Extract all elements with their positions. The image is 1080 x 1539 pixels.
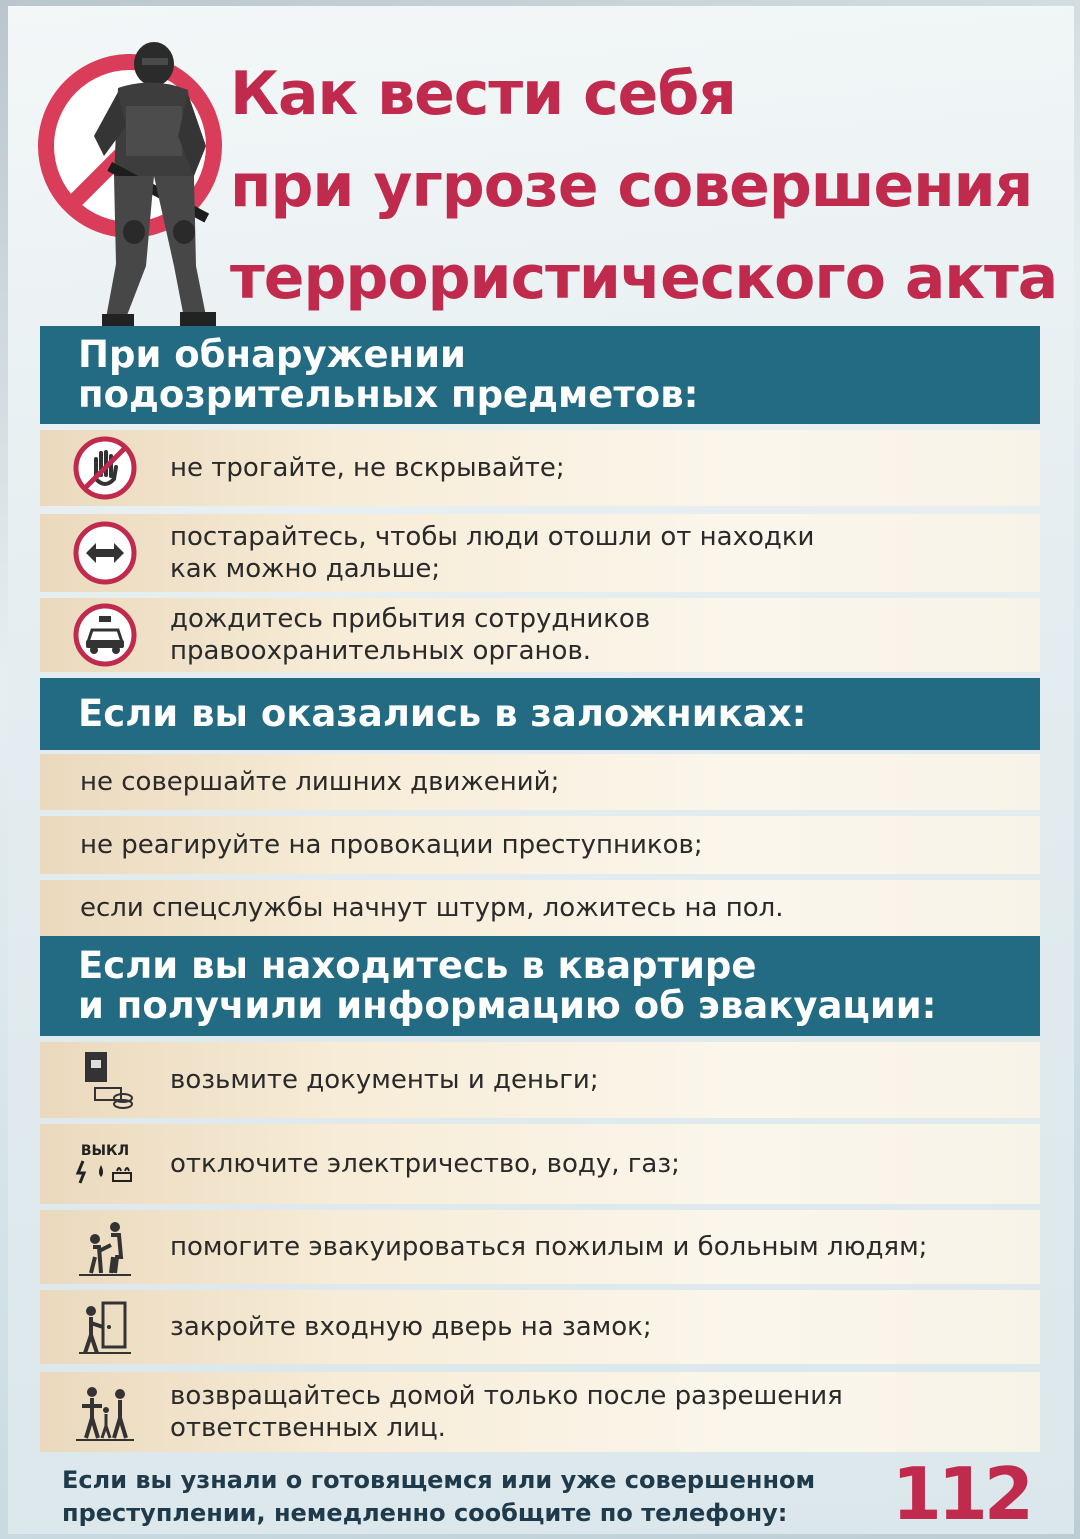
item-text: помогите эвакуироваться пожилым и больным людям;	[170, 1232, 928, 1262]
item-text: постарайтесь, чтобы люди отошли от находки	[170, 522, 815, 552]
list-item	[40, 598, 1040, 672]
title-line-2: при угрозе совершения	[230, 151, 1033, 221]
section-heading-line: и получили информацию об эвакуации:	[78, 984, 937, 1027]
title-line-3: террористического акта	[230, 243, 1058, 313]
item-text: не совершайте лишних движений;	[80, 767, 560, 797]
lock-door-icon	[75, 1297, 135, 1357]
footer	[40, 1452, 1050, 1536]
item-text: правоохранительных органов.	[170, 636, 592, 666]
section-suspicious-items-heading	[40, 326, 1040, 424]
poster-title	[230, 48, 1060, 324]
footer-line-1: Если вы узнали о готовящемся или уже совершенном	[62, 1466, 816, 1494]
terrorist-figure-icon	[56, 36, 226, 336]
list-item	[40, 816, 1040, 874]
hand-stop-icon	[72, 435, 138, 501]
poster	[8, 6, 1074, 1534]
list-item	[40, 880, 1040, 936]
list-item	[40, 1290, 1040, 1364]
item-text: не реагируйте на провокации преступников;	[80, 830, 703, 860]
item-text: возвращайтесь домой только после разрешения	[170, 1381, 843, 1411]
item-text: закройте входную дверь на замок;	[170, 1312, 652, 1342]
section-hostages-heading	[40, 678, 1040, 750]
section-heading-line: Если вы оказались в заложниках:	[78, 692, 807, 735]
item-text: дождитесь прибытия сотрудников	[170, 604, 651, 634]
list-item	[40, 514, 1040, 592]
list-item	[40, 1124, 1040, 1204]
title-line-1: Как вести себя	[230, 59, 736, 129]
family-return-icon	[74, 1382, 136, 1442]
item-text: если спецслужбы начнут штурм, ложитесь на пол.	[80, 893, 784, 923]
list-item	[40, 1210, 1040, 1284]
list-item	[40, 754, 1040, 810]
section-heading-line: подозрительных предметов:	[78, 373, 699, 416]
police-car-icon	[72, 602, 138, 668]
utilities-off-icon	[75, 1159, 135, 1185]
footer-text	[62, 1464, 815, 1530]
double-arrow-icon	[72, 520, 138, 586]
item-text: ответственных лиц.	[170, 1413, 446, 1443]
section-heading-line: Если вы находитесь в квартире	[78, 944, 757, 987]
utilities-off-label: ВЫКЛ	[80, 1143, 130, 1159]
section-heading-line: При обнаружении	[78, 333, 466, 376]
emergency-phone-number: 112	[891, 1452, 1030, 1536]
section-evacuation-heading	[40, 936, 1040, 1036]
help-elderly-icon	[75, 1217, 135, 1277]
item-text: отключите электричество, воду, газ;	[170, 1149, 680, 1179]
list-item	[40, 430, 1040, 506]
list-item	[40, 1372, 1040, 1452]
documents-money-icon	[75, 1048, 135, 1112]
item-text: возьмите документы и деньги;	[170, 1065, 599, 1095]
item-text: не трогайте, не вскрывайте;	[170, 453, 565, 483]
header	[8, 6, 1074, 326]
footer-line-2: преступлении, немедленно сообщите по телефону:	[62, 1499, 788, 1527]
list-item	[40, 1042, 1040, 1118]
item-text: как можно дальше;	[170, 554, 441, 584]
